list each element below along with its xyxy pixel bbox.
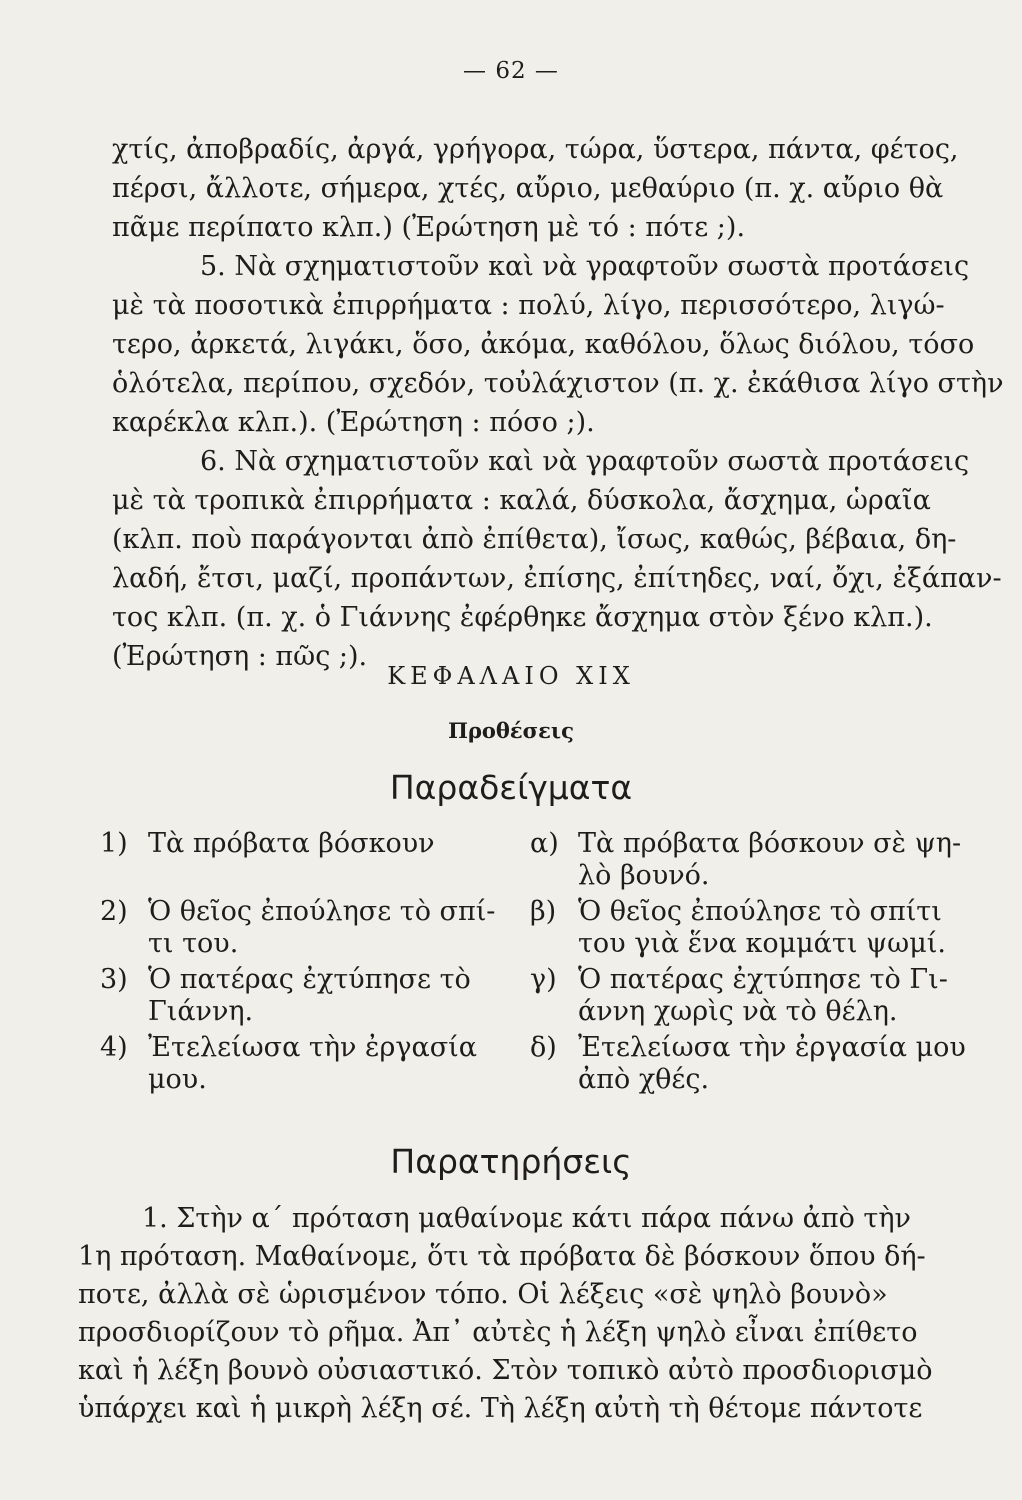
example-text: Ἐτελείωσα τὴν ἐργασία μου. xyxy=(148,1032,477,1095)
observations-heading: Παρατηρήσεις xyxy=(390,1142,632,1181)
example-letter: α) xyxy=(530,828,559,859)
text-line: μὲ τὰ ποσοτικὰ ἐπιρρήματα : πολύ, λίγο, περισσότερο, λιγώ- xyxy=(112,290,945,321)
examples-list xyxy=(100,828,980,1100)
text-line: (Ἐρώτηση : πῶς ;). xyxy=(112,641,368,672)
example-number: 4) xyxy=(100,1032,128,1063)
text-line: χτίς, ἀποβραδίς, ἀργά, γρήγορα, τώρα, ὕστερα, πάντα, φέτος, xyxy=(112,134,959,165)
text-line: τος κλπ. (π. χ. ὁ Γιάννης ἐφέρθηκε ἄσχημα στὸν ξένο κλπ.). xyxy=(112,602,933,633)
text-line: πᾶμε περίπατο κλπ.) (Ἐρώτηση μὲ τό : πότε ;). xyxy=(112,212,746,243)
example-letter: β) xyxy=(530,896,557,927)
example-row xyxy=(100,896,980,960)
text-line: μὲ τὰ τροπικὰ ἐπιρρήματα : καλά, δύσκολα, ἄσχημα, ὡραῖα xyxy=(112,485,931,516)
text-line: 5. Νὰ σχηματιστοῦν καὶ νὰ γραφτοῦν σωστὰ προτάσεις xyxy=(200,251,970,282)
text-line: τερο, ἀρκετά, λιγάκι, ὅσο, ἀκόμα, καθόλου, ὅλως διόλου, τόσο xyxy=(112,329,975,360)
example-text: Τὰ πρόβατα βόσκουν xyxy=(148,828,435,859)
text-line: καρέκλα κλπ.). (Ἐρώτηση : πόσο ;). xyxy=(112,407,595,438)
chapter-subtitle: Προθέσεις xyxy=(448,718,574,743)
observations-text-block xyxy=(78,1200,988,1428)
example-number: 3) xyxy=(100,964,128,995)
example-text: Ὁ θεῖος ἐπούλησε τὸ σπί- τι του. xyxy=(148,896,496,959)
text-line: προσδιορίζουν τὸ ρῆμα. Ἀπ᾽ αὐτὲς ἡ λέξη ψηλὸ εἶναι ἐπίθετο xyxy=(78,1317,918,1348)
text-line: 6. Νὰ σχηματιστοῦν καὶ νὰ γραφτοῦν σωστὰ προτάσεις xyxy=(200,446,970,477)
example-row xyxy=(100,828,980,892)
text-line: ὁλότελα, περίπου, σχεδόν, τοὐλάχιστον (π. χ. ἐκάθισα λίγο στὴν xyxy=(112,368,1004,399)
text-line: (κλπ. ποὺ παράγονται ἀπὸ ἐπίθετα), ἴσως, καθώς, βέβαια, δη- xyxy=(112,524,957,555)
example-text: Τὰ πρόβατα βόσκουν σὲ ψη- λὸ βουνό. xyxy=(578,828,962,891)
exercise-text-block xyxy=(112,130,1004,676)
chapter-title: ΚΕΦΑΛΑΙΟ XIX xyxy=(387,662,635,690)
text-line: ὑπάρχει καὶ ἡ μικρὴ λέξη σέ. Τὴ λέξη αὐτὴ τὴ θέτομε πάντοτε xyxy=(78,1393,923,1424)
example-number: 2) xyxy=(100,896,128,927)
example-letter: δ) xyxy=(530,1032,557,1063)
example-row xyxy=(100,964,980,1028)
example-text: Ὁ πατέρας ἐχτύπησε τὸ Γι- άννη χωρὶς νὰ τὸ θέλη. xyxy=(578,964,948,1027)
example-text: Ἐτελείωσα τὴν ἐργασία μου ἀπὸ χθές. xyxy=(578,1032,966,1095)
example-row xyxy=(100,1032,980,1096)
page-number: — 62 — xyxy=(463,58,559,84)
example-letter: γ) xyxy=(530,964,557,995)
text-line: 1. Στὴν α΄ πρόταση μαθαίνομε κάτι πάρα πάνω ἀπὸ τὴν xyxy=(142,1203,911,1234)
text-line: λαδή, ἔτσι, μαζί, προπάντων, ἐπίσης, ἐπίτηδες, ναί, ὄχι, ἐξάπαν- xyxy=(112,563,1002,594)
text-line: 1η πρόταση. Μαθαίνομε, ὅτι τὰ πρόβατα δὲ βόσκουν ὅπου δή- xyxy=(78,1241,926,1272)
example-text: Ὁ θεῖος ἐπούλησε τὸ σπίτι του γιὰ ἕνα κομμάτι ψωμί. xyxy=(578,896,946,959)
example-text: Ὁ πατέρας ἐχτύπησε τὸ Γιάννη. xyxy=(148,964,471,1027)
text-line: πέρσι, ἄλλοτε, σήμερα, χτές, αὔριο, μεθαύριο (π. χ. αὔριο θὰ xyxy=(112,173,944,204)
text-line: ποτε, ἀλλὰ σὲ ὡρισμένον τόπο. Οἱ λέξεις «σὲ ψηλὸ βουνὸ» xyxy=(78,1279,888,1310)
text-line: καὶ ἡ λέξη βουνὸ οὐσιαστικό. Στὸν τοπικὸ αὐτὸ προσδιορισμὸ xyxy=(78,1355,933,1386)
example-number: 1) xyxy=(100,828,128,859)
examples-heading: Παραδείγματα xyxy=(389,768,633,807)
